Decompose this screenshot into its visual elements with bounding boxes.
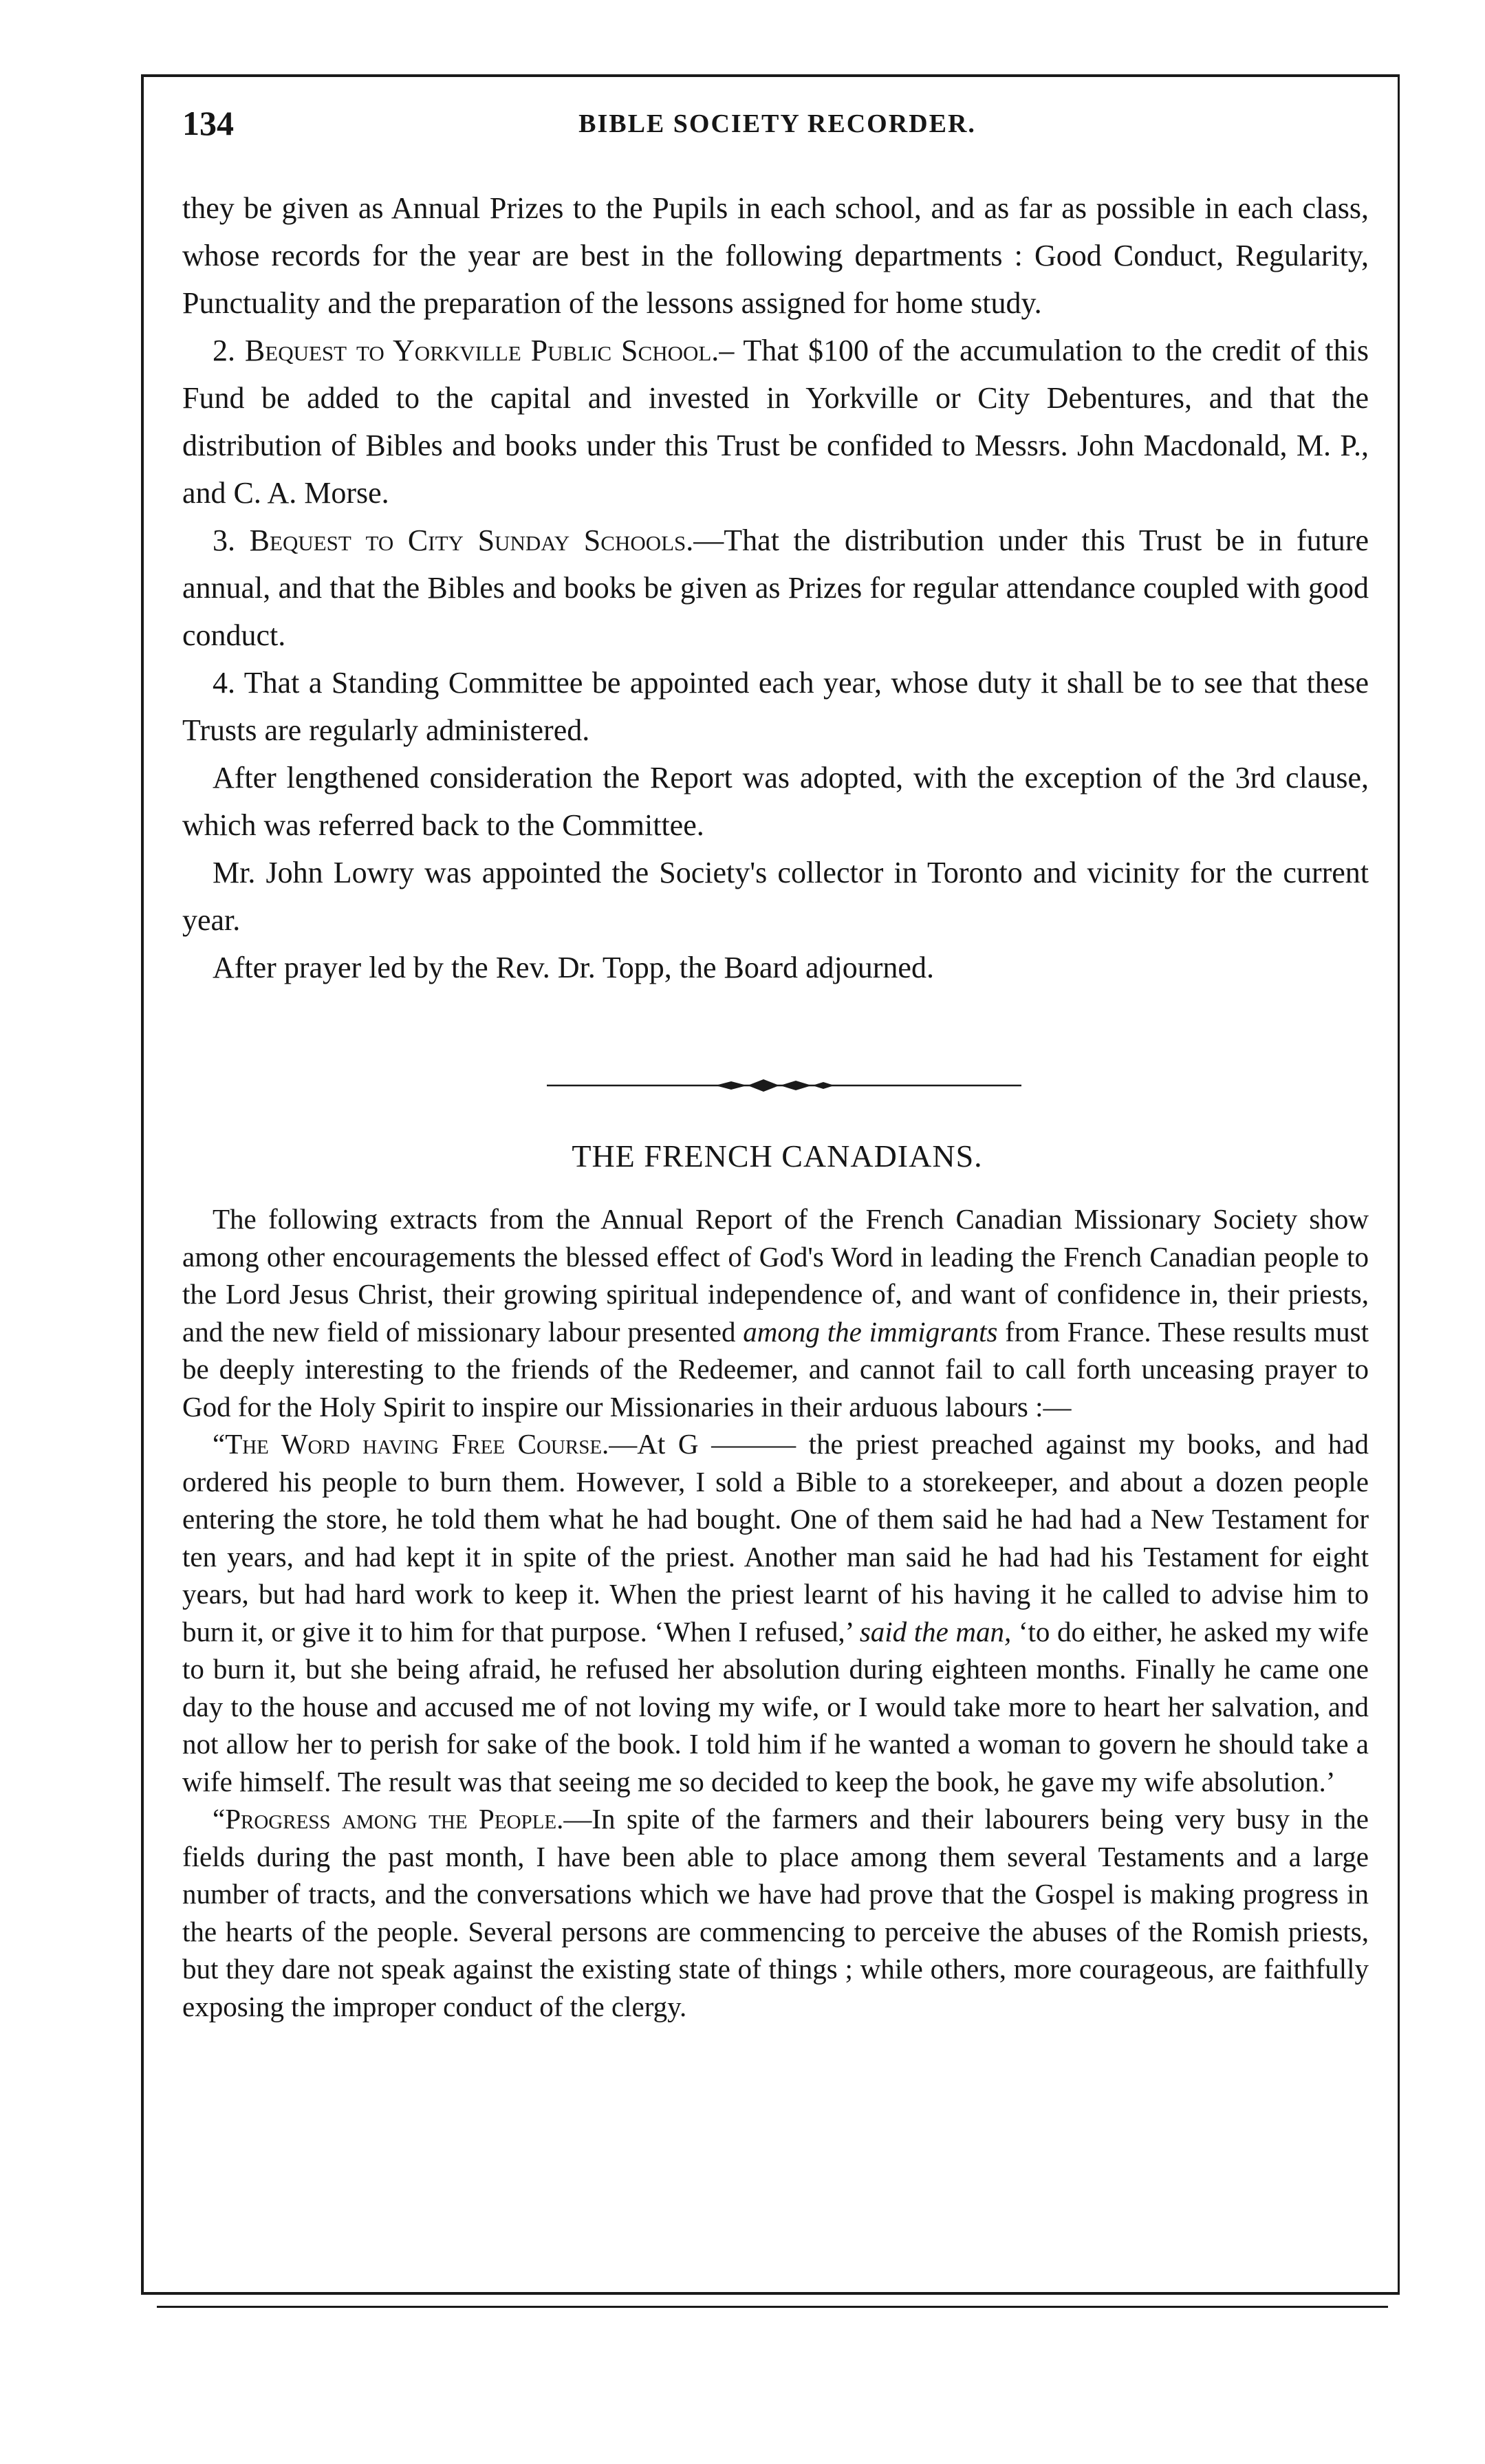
report-paragraph-text: they be given as Annual Prizes to the Pupils in each school, and as far as possible in each class, whose records for the year are best in the following departments : Good Conduct, Regularity, Punctuality and the preparation of the lessons assigned for home study. <box>182 191 1369 320</box>
word-heading: “The Word having Free Course. <box>213 1428 609 1460</box>
item-3-text: —That the distribution under this Trust be in future annual, and that the Bibles and books be given as Prizes for regular attendance coupled with good conduct. <box>182 523 1369 652</box>
intro-italic: among the immigrants <box>743 1315 998 1348</box>
word-free-course-paragraph <box>182 1425 1369 1800</box>
progress-text: —In spite of the farmers and their labourers being very busy in the fields during the past month, I have been able to place among them several Testaments and a large number of tracts, and the conversations which we have had prove that the Gospel is making progress in the hearts of the people. Several persons are commencing to perceive the abuses of the Romish priests, but they dare not speak against the existing state of things ; while others, more courageous, are faithfully exposing the improper conduct of the clergy. <box>182 1803 1369 2022</box>
collector-text: Mr. John Lowry was appointed the Society's collector in Toronto and vicinity for the current year. <box>182 856 1369 937</box>
prayer-text: After prayer led by the Rev. Dr. Topp, the Board adjourned. <box>213 951 934 984</box>
progress-paragraph <box>182 1800 1369 2025</box>
running-head <box>182 103 1372 144</box>
intro-text-a: The following extracts from the Annual Report of the French Canadian Missionary Society show among other encouragements the blessed effect of God's Word in leading the French Canadian people to the Lord Jesus Christ, their growing spiritual independence of, and want of confidence in, their priests, and the new field of missionary labour presented <box>182 1203 1369 1348</box>
intro-text-b: from France. These results must be deeply interesting to the friends of the Redeemer, and cannot fail to call forth unceasing prayer to God for the Holy Spirit to inspire our Missionaries in their arduous labours :— <box>182 1315 1369 1423</box>
item-2-text: – That $100 of the accumulation to the credit of this Fund be added to the capital and invested in Yorkville or City Debentures, and that the distribution of Bibles and books under this Trust be confided to Messrs. John Macdonald, M. P., and C. A. Morse. <box>182 334 1369 510</box>
report-item-3 <box>182 517 1369 659</box>
report-item-2 <box>182 327 1369 517</box>
bottom-rule <box>157 2306 1388 2308</box>
collector-paragraph <box>182 849 1369 944</box>
journal-title: BIBLE SOCIETY RECORDER. <box>578 109 976 138</box>
section-divider-ornament <box>547 1079 1021 1092</box>
section-title: THE FRENCH CANADIANS. <box>572 1138 983 1174</box>
progress-heading: “Progress among the People. <box>213 1803 564 1835</box>
adopted-paragraph <box>182 754 1369 849</box>
report-paragraph <box>182 184 1369 327</box>
word-text-b: ‘to do either, he asked my wife to burn it, but she being afraid, he refused her absolution during eighteen months. Finally he came one day to the house and accused me of not loving my wife, or I would take more to heart her salvation, and not allow her to perish for sake of the book. I told him if he wanted a woman to govern he should take a wife himself. The result was that seeing me so decided to keep the book, he gave my wife absolution.’ <box>182 1615 1369 1797</box>
prayer-paragraph <box>182 944 1369 991</box>
committee-report <box>182 184 1369 991</box>
item-3-heading: 3. Bequest to City Sunday Schools. <box>213 523 694 557</box>
word-italic: said the man, <box>859 1615 1012 1647</box>
word-text-a: —At G ——— the priest preached against my books, and had ordered his people to burn them. However, I sold a Bible to a storekeeper, and about a dozen people entering the store, he told them what he had bought. One of them said he had had a New Testament for ten years, and had kept it in spite of the priest. Another man said he had had his Testament for eight years, but had hard work to keep it. When the priest learnt of his having it he called to advise him to burn it, or give it to him for that purpose. ‘When I refused,’ <box>182 1428 1369 1647</box>
french-canadians-article <box>182 1200 1369 2025</box>
page-number: 134 <box>182 104 234 142</box>
adopted-text: After lengthened consideration the Report was adopted, with the exception of the 3rd clause, which was referred back to the Committee. <box>182 761 1369 842</box>
report-item-4 <box>182 659 1369 754</box>
item-4-text: 4. That a Standing Committee be appointed each year, whose duty it shall be to see that these Trusts are regularly administered. <box>182 666 1369 747</box>
item-2-heading: 2. Bequest to Yorkville Public School. <box>213 334 719 367</box>
article-intro <box>182 1200 1369 1425</box>
